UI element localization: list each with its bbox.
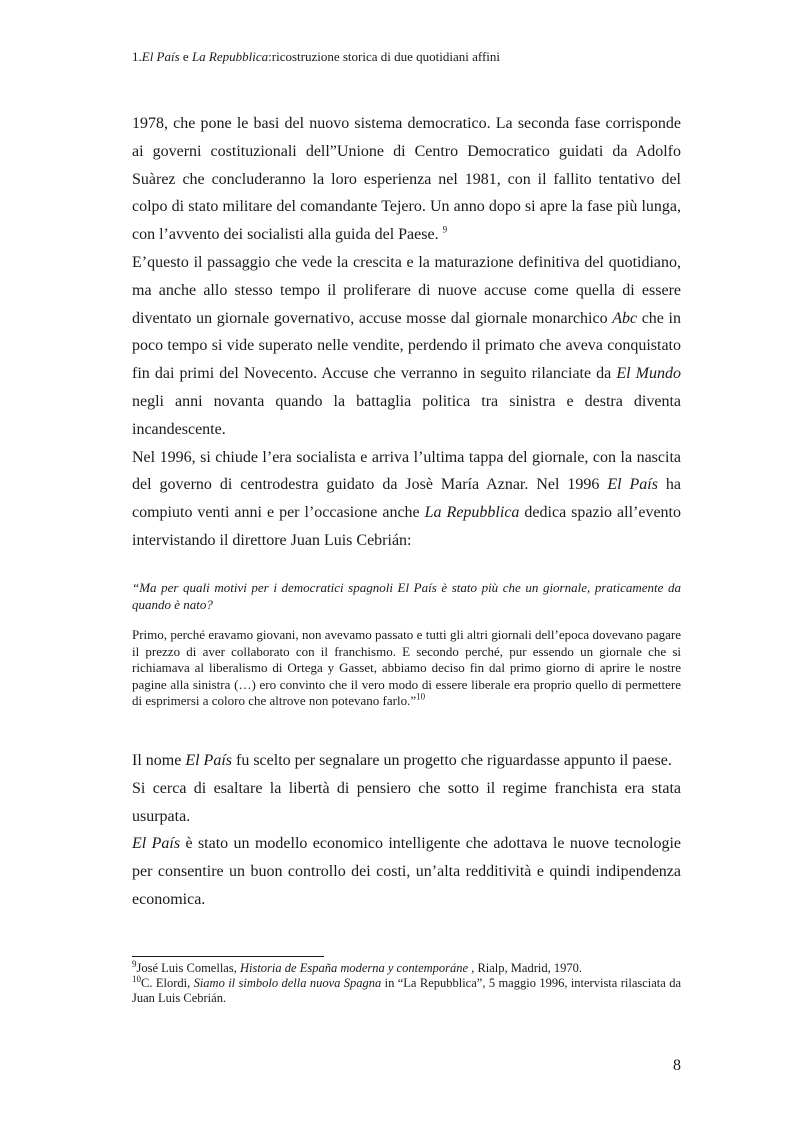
footnote-9-number: 9 — [132, 958, 137, 969]
footnote-10-source: in “La Repubblica”, 5 maggio 1996, intervista rilasciata da Juan Luis Cebrián. — [132, 976, 681, 1005]
title-el-pais-2: El País — [185, 752, 232, 769]
title-la-repubblica: La Repubblica — [424, 504, 520, 522]
title-el-pais-3: El País — [132, 835, 181, 853]
footnote-9-title: Historia de España moderna y contemporáne — [239, 961, 469, 975]
paragraph-2-text-b: che in poco tempo si vide superato nelle vendite, perdendo il primato che aveva conquistato fin dai primi del Novecento. Accuse che verranno in seguito rilanciate da — [132, 309, 681, 383]
footnote-10-author: C. Elordi, — [141, 976, 194, 990]
paragraph-2-text-c: negli anni novanta quando la battaglia politica tra sinistra e destra diventa incandescente. — [132, 392, 681, 438]
paragraph-2 — [132, 249, 681, 444]
footnotes — [132, 958, 681, 1006]
paragraph-6 — [132, 830, 681, 913]
running-header — [132, 49, 692, 65]
interview-answer-text: Primo, perché eravamo giovani, non avevamo passato e tutti gli altri giornali dell’epoca dovevano pagare il prezzo di aver collaborato con il franchismo. E secondo perché, pur essendo un giornale che si richiamava al liberalismo di Ortega y Gasset, abbiamo deciso fin dal primo giorno di aprire le nostre pagine alla sinistra (…) ero convinto che il vero modo di essere liberale era proprio quello di permettere di esprimersi a coloro che altrove non potevano farlo.” — [132, 627, 681, 708]
title-el-pais: El País — [607, 476, 658, 494]
paragraph-5: Si cerca di esaltare la libertà di pensiero che sotto il regime franchista era stata usurpata. — [132, 779, 681, 825]
footnote-ref-10: 10 — [416, 691, 426, 702]
title-el-mundo: El Mundo — [616, 365, 682, 383]
footnote-separator — [132, 956, 324, 957]
footnote-9 — [132, 958, 681, 976]
paragraph-3-text-a: Nel 1996, si chiude l’era socialista e arriva l’ultima tappa del giornale, con la nascita del governo di centrodestra guidato da Josè María Aznar. Nel 1996 — [132, 448, 681, 494]
title-abc: Abc — [612, 309, 638, 327]
paragraph-4 — [132, 747, 681, 775]
paragraph-6-text: è stato un modello economico intelligente che adottava le nuove tecnologie per consentire un buon controllo dei costi, un’alta redditività e quindi indipendenza economica. — [132, 835, 681, 908]
paragraph-3-text-b: ha compiuto venti anni e per l’occasione anche — [132, 476, 682, 522]
footnote-10-title: Siamo il simbolo della nuova Spagna — [193, 976, 382, 990]
main-body-text — [132, 110, 681, 555]
paragraph-4-text-a: Il nome — [132, 752, 186, 769]
footnote-9-publisher: , Rialp, Madrid, 1970. — [468, 961, 582, 975]
paragraph-2-text-a: E’questo il passaggio che vede la crescita e la maturazione definitiva del quotidiano, ma anche allo stesso tempo il proliferare di nuove accuse come quella di essere diventato un giornale governativo, accuse mosse dal giornale monarchico — [132, 253, 681, 327]
paragraph-3 — [132, 444, 681, 555]
interview-answer — [132, 627, 681, 710]
header-chapter-number: 1. — [132, 49, 142, 64]
footnote-ref-9: 9 — [442, 224, 448, 235]
paragraph-3-text-c: dedica spazio all’evento intervistando il direttore Juan Luis Cebrián: — [132, 504, 682, 549]
paragraph-1-text: 1978, che pone le basi del nuovo sistema democratico. La seconda fase corrisponde ai governi costituzionali dell”Unione di Centro Democratico guidati da Adolfo Suàrez che concluderanno la loro esperienza nel 1981, con il fallito tentativo del colpo di stato militare del comandante Tejero. Un anno dopo si apre la fase più lunga, con l’avvento dei socialisti alla guida del Paese. — [132, 115, 681, 244]
footnote-9-author: José Luis Comellas, — [136, 961, 240, 975]
secondary-body-text — [132, 747, 681, 914]
header-paper-el-pais: El País — [141, 49, 180, 64]
header-paper-la-repubblica: La Repubblica — [191, 49, 269, 64]
footnote-10 — [132, 973, 681, 1006]
header-conjunction: e — [179, 49, 192, 64]
page-number: 8 — [673, 1057, 681, 1074]
header-chapter-title: :ricostruzione storica di due quotidiani affini — [268, 49, 501, 64]
paragraph-4-text-b: fu scelto per segnalare un progetto che riguardasse appunto il paese. — [232, 752, 672, 769]
interview-question: “Ma per quali motivi per i democratici spagnoli El País è stato più che un giornale, praticamente da quando è nato? — [132, 580, 681, 612]
footnote-10-number: 10 — [132, 973, 141, 984]
paragraph-1 — [132, 110, 681, 249]
